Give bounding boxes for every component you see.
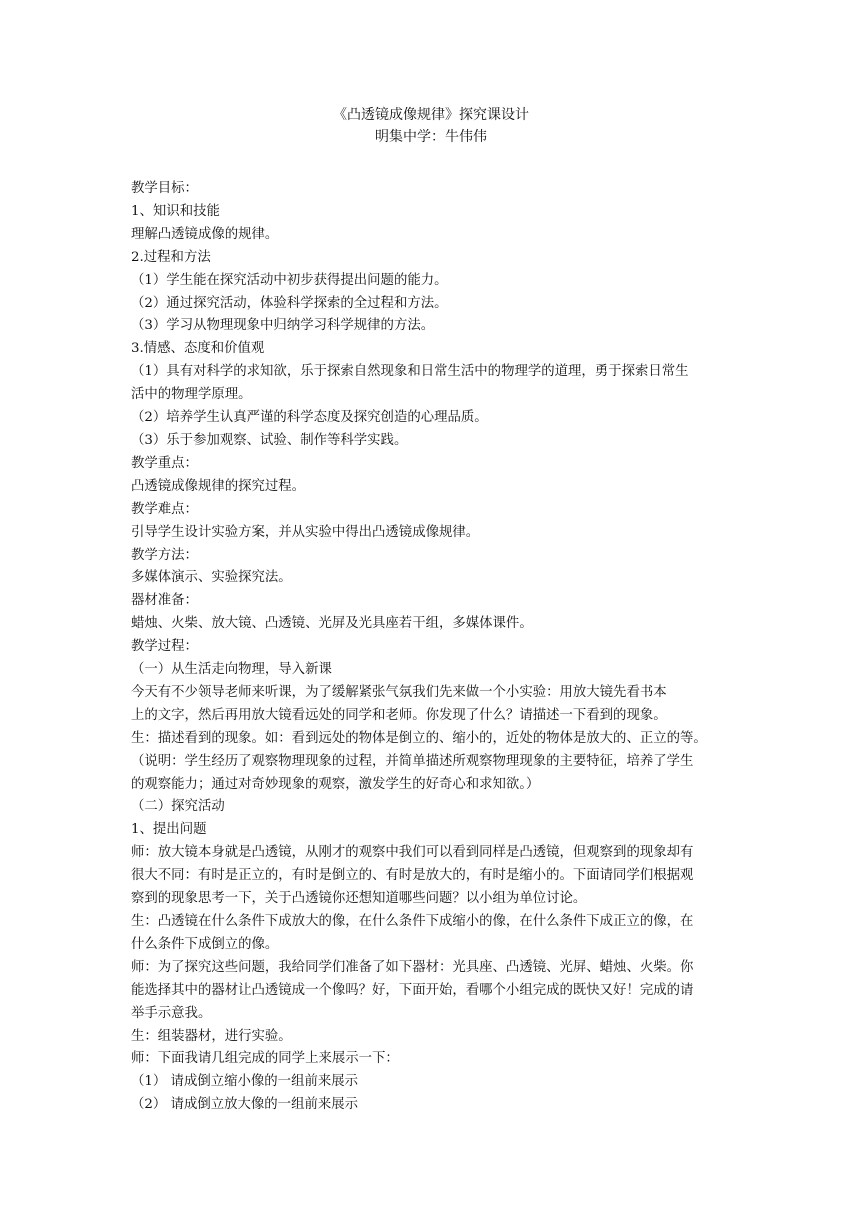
body-line: 理解凸透镜成像的规律。	[131, 226, 279, 242]
body-line: 引导学生设计实验方案，并从实验中得出凸透镜成像规律。	[131, 524, 480, 540]
body-line: 生：凸透镜在什么条件下成放大的像，在什么条件下成缩小的像，在什么条件下成正立的像，在	[131, 914, 694, 929]
body-line: 察到的现象思考一下，关于凸透镜你还想知道哪些问题？以小组为单位讨论。	[131, 891, 587, 907]
document-title: 《凸透镜成像规律》探究课设计	[333, 107, 529, 123]
body-line: （二）探究活动	[131, 799, 225, 815]
body-line: 师：下面我请几组完成的同学上来展示一下：	[131, 1051, 399, 1067]
body-line: （1）学生能在探究活动中初步获得提出问题的能力。	[131, 272, 448, 288]
body-line: 多媒体演示、实验探究法。	[131, 570, 292, 586]
body-line: 蜡烛、火柴、放大镜、凸透镜、光屏及光具座若干组，多媒体课件。	[131, 616, 533, 632]
body-line: 上的文字，然后再用放大镜看远处的同学和老师。你发现了什么？请描述一下看到的现象。	[131, 707, 667, 723]
body-line: （2） 请成倒立放大像的一组前来展示	[131, 1097, 359, 1113]
body-line: 什么条件下成倒立的像。	[131, 936, 279, 952]
body-line: 教学过程：	[131, 639, 198, 655]
body-line: （2）培养学生认真严谨的科学态度及探究创造的心理品质。	[131, 410, 488, 426]
body-line: 教学目标：	[131, 181, 198, 196]
document-body	[131, 178, 731, 1117]
document-page	[131, 104, 731, 1117]
body-line: 师：放大镜本身就是凸透镜，从刚才的观察中我们可以看到同样是凸透镜，但观察到的现象却有	[131, 845, 694, 861]
title-block	[131, 104, 731, 148]
document-author: 明集中学：牛伟伟	[375, 129, 487, 145]
body-line: 生：描述看到的现象。如：看到远处的物体是倒立的、缩小的，近处的物体是放大的、正立的等。	[131, 730, 707, 746]
body-line: （3）学习从物理现象中归纳学习科学规律的方法。	[131, 318, 435, 334]
body-line: 很大不同：有时是正立的，有时是倒立的、有时是放大的，有时是缩小的。下面请同学们根据观	[131, 868, 694, 884]
body-line: 凸透镜成像规律的探究过程。	[131, 478, 306, 494]
body-line: 举手示意我。	[131, 1005, 212, 1021]
body-line: （说明：学生经历了观察物理现象的过程，并简单描述所观察物理现象的主要特征，培养了学生	[131, 753, 694, 769]
body-line: 2.过程和方法	[131, 249, 211, 265]
body-line: 器材准备：	[131, 593, 198, 609]
body-line: 3.情感、态度和价值观	[131, 341, 265, 357]
body-line: 活中的物理学原理。	[131, 387, 252, 403]
body-line: 1、提出问题	[131, 822, 207, 838]
body-line: 能选择其中的器材让凸透镜成一个像吗？好，下面开始，看哪个小组完成的既快又好！完成的请	[131, 982, 694, 998]
body-line: 师：为了探究这些问题，我给同学们准备了如下器材：光具座、凸透镜、光屏、蜡烛、火柴。你	[131, 959, 694, 975]
body-line: 生：组装器材，进行实验。	[131, 1028, 292, 1044]
body-line: （2）通过探究活动，体验科学探索的全过程和方法。	[131, 295, 448, 311]
body-line: 教学方法：	[131, 547, 198, 563]
body-line: 今天有不少领导老师来听课，为了缓解紧张气氛我们先来做一个小实验：用放大镜先看书本	[131, 684, 667, 700]
body-line: 1、知识和技能	[131, 203, 220, 219]
body-line: 的观察能力；通过对奇妙现象的观察，激发学生的好奇心和求知欲。）	[131, 776, 540, 792]
body-line: （1）具有对科学的求知欲，乐于探索自然现象和日常生活中的物理学的道理，勇于探索日常生	[131, 364, 689, 380]
body-line: 教学难点：	[131, 501, 198, 517]
body-line: 教学重点：	[131, 455, 198, 471]
body-line: （1） 请成倒立缩小像的一组前来展示	[131, 1074, 359, 1090]
body-line: （3）乐于参加观察、试验、制作等科学实践。	[131, 432, 408, 448]
body-line: （一）从生活走向物理，导入新课	[131, 662, 332, 678]
